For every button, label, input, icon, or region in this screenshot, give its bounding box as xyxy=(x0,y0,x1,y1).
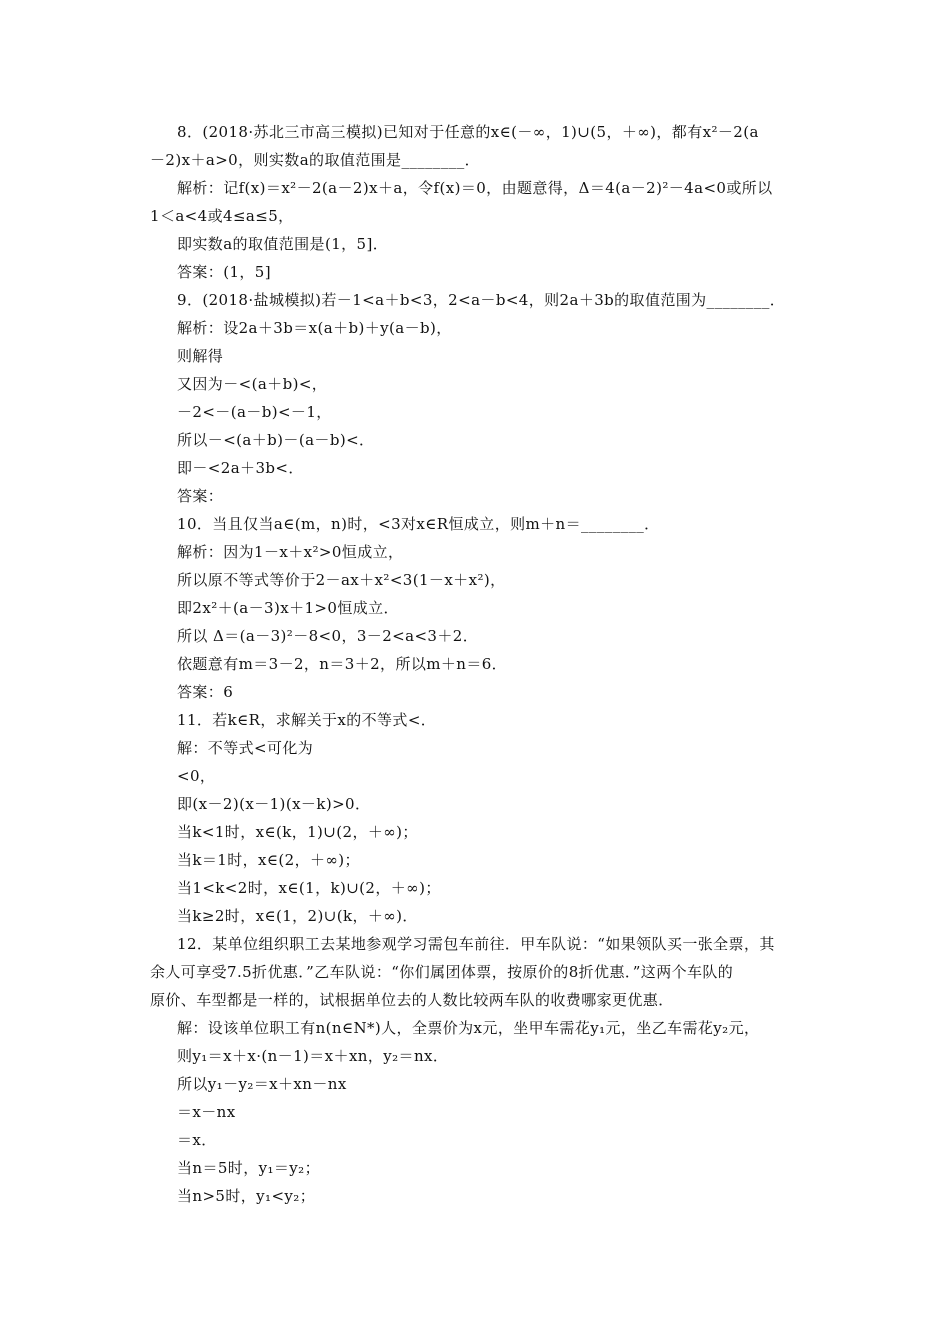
problem-12-line-2: 余人可享受7.5折优惠．”乙车队说：“你们属团体票，按原价的8折优惠．”这两个车队的 xyxy=(150,963,734,981)
solution-8-line-1: 解析：记f(x)＝x²－2(a－2)x＋a，令f(x)＝0，由题意得，Δ＝4(a－2)²－4a<0或所以 xyxy=(177,179,773,197)
solution-10-line-3: 即2x²＋(a－3)x＋1>0恒成立． xyxy=(177,599,399,617)
solution-12-line-6: 当n＝5时，y₁＝y₂； xyxy=(177,1159,320,1177)
solution-12-line-5: ＝x． xyxy=(177,1131,217,1149)
solution-11-line-3: 即(x－2)(x－1)(x－k)>0． xyxy=(177,795,371,813)
problem-12-line-3: 原价、车型都是一样的，试根据单位去的人数比较两车队的收费哪家更优惠． xyxy=(150,991,674,1009)
solution-12-line-7: 当n>5时，y₁<y₂； xyxy=(177,1187,316,1205)
solution-12-line-1: 解：设该单位职工有n(n∈N*)人，全票价为x元，坐甲车需花y₁元，坐乙车需花y₂元， xyxy=(177,1019,760,1037)
solution-9-line-3: 又因为－<(a＋b)<， xyxy=(177,375,328,393)
solution-8-line-3: 即实数a的取值范围是(1，5]． xyxy=(177,235,389,253)
solution-9-line-2: 则解得 xyxy=(177,347,224,365)
solution-11-case-2: 当k＝1时，x∈(2，＋∞)； xyxy=(177,851,360,869)
answer-9: 答案： xyxy=(177,487,224,505)
answer-8: 答案：(1，5] xyxy=(177,263,271,281)
problem-9: 9．(2018·盐城模拟)若－1<a＋b<3，2<a－b<4，则2a＋3b的取值范围为________． xyxy=(177,291,786,309)
problem-11: 11．若k∈R，求解关于x的不等式<． xyxy=(177,711,437,729)
solution-9-line-6: 即－<2a＋3b<． xyxy=(177,459,304,477)
solution-8-line-2: 1＜a<4或4≤a≤5， xyxy=(150,207,294,225)
problem-8-line-1: 8．(2018·苏北三市高三模拟)已知对于任意的x∈(－∞，1)∪(5，＋∞)，都有x²－2(a xyxy=(177,123,759,141)
solution-9-line-5: 所以－<(a＋b)－(a－b)<． xyxy=(177,431,375,449)
solution-12-line-2: 则y₁＝x＋x·(n－1)＝x＋xn，y₂＝nx． xyxy=(177,1047,449,1065)
solution-10-line-2: 所以原不等式等价于2－ax＋x²<3(1－x＋x²)， xyxy=(177,571,506,589)
solution-11-case-1: 当k<1时，x∈(k，1)∪(2，＋∞)； xyxy=(177,823,418,841)
problem-8-line-2: －2)x＋a>0，则实数a的取值范围是________． xyxy=(150,151,481,169)
answer-10: 答案：6 xyxy=(177,683,234,701)
solution-10-line-1: 解析：因为1－x＋x²>0恒成立， xyxy=(177,543,404,561)
problem-10: 10．当且仅当a∈(m，n)时，<3对x∈R恒成立，则m＋n＝________． xyxy=(177,515,660,533)
solution-9-line-1: 解析：设2a＋3b＝x(a＋b)＋y(a－b)， xyxy=(177,319,452,337)
solution-11-case-3: 当1<k<2时，x∈(1，k)∪(2，＋∞)； xyxy=(177,879,441,897)
solution-12-line-4: ＝x－nx xyxy=(177,1103,236,1121)
solution-12-line-3: 所以y₁－y₂＝x＋xn－nx xyxy=(177,1075,347,1093)
solution-10-line-4: 所以 Δ＝(a－3)²－8<0，3－2<a<3＋2． xyxy=(177,627,479,645)
solution-11-line-2: <0， xyxy=(177,767,216,785)
solution-11-case-4: 当k≥2时，x∈(1，2)∪(k，＋∞)． xyxy=(177,907,418,925)
problem-12-line-1: 12．某单位组织职工去某地参观学习需包车前往．甲车队说：“如果领队买一张全票，其 xyxy=(177,935,775,953)
solution-10-line-5: 依题意有m＝3－2，n＝3＋2，所以m＋n＝6． xyxy=(177,655,508,673)
solution-11-line-1: 解：不等式<可化为 xyxy=(177,739,314,757)
solution-9-line-4: －2<－(a－b)<－1， xyxy=(177,403,332,421)
